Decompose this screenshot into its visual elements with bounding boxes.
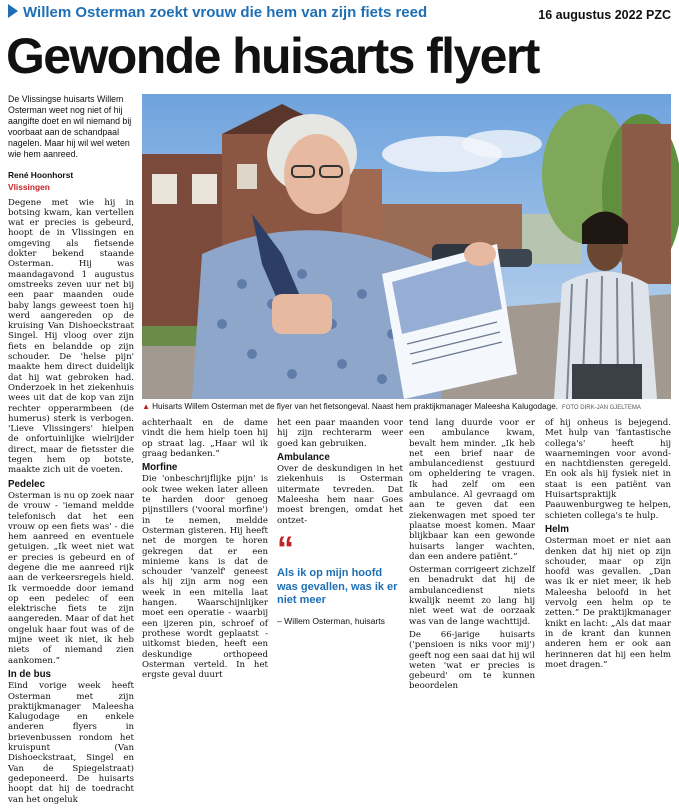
subheading: Morfine — [142, 462, 178, 474]
headline: Gewonde huisarts flyert — [6, 28, 539, 84]
quote-text: Als ik op mijn hoofd was gevallen, was ik er niet meer — [277, 567, 398, 606]
subheading: Ambulance — [277, 451, 330, 463]
article-photo — [142, 94, 671, 399]
body-column-3 — [277, 418, 403, 526]
kicker-text: Willem Osterman zoekt vrouw die hem van zijn fiets reed — [23, 4, 428, 21]
quote-attribution: – Willem Osterman, huisarts — [277, 615, 385, 626]
body-column-2 — [142, 418, 268, 683]
paragraph: het een paar maanden voor hij zijn rechterarm weer goed kan gebruiken. — [277, 418, 403, 449]
pull-quote — [277, 530, 403, 627]
article-kicker — [8, 4, 427, 21]
kicker-arrow-icon — [8, 4, 18, 18]
intro-text: De Vlissingse huisarts Willem Osterman weet nog niet of hij aangifte doet en wil niemand bij voorbaat aan de schandpaal nagelen. Maar hij wil wel weten wie hem aanreed. — [8, 94, 132, 159]
photo-credit: FOTO DIRK-JAN GJELTEMA — [562, 405, 641, 411]
paragraph: tend lang duurde voor er een ambulance kwam, bevalt hem minder. „Ik heb net een brief naar de ambulancedienst gestuurd om opheldering te vragen. Ik had zelf om een ambulance. Al gevraagd om aan te geven dat een ziekenwagen met spoed ter plaatse moest komen. Maar blijkbaar kan een gewonde huisarts langer wachten, dan een andere patiënt.” — [409, 418, 535, 562]
paragraph: Osterman corrigeert zichzelf en benadrukt dat hij de ambulancedienst niets kwalijk neemt zo lang hij niet weet wat de oorzaak was van de lange wachttijd. — [409, 565, 535, 627]
paragraph: Osterman moet er niet aan denken dat hij niet op zijn schouder, maar op zijn hoofd was gevallen. „Dan was ik er niet meer, ik heb Maleesha beloofd in het vervolg een helm op te zetten.” De praktijkmanager knikt en lacht: „Als dat maar in de krant dan kunnen anderen hem er ook aan herinneren dat hij een helm moet dragen.” — [545, 536, 671, 670]
caption-text: Huisarts Willem Osterman met de flyer van het fietsongeval. Naast hem praktijkmanager Maleesha Kalugodage. — [152, 402, 559, 411]
paragraph: Osterman is nu op zoek naar de vrouw - 'iemand meldde telefonisch dat het een vrouw op een fiets was' - die hem aanreed en eventuele getuigen. „Ik weet niet wat er precies is gebeurd en of degene die me aanreed rijk aan de verkeersregels hield. Ik vermoedde door iemand op een pedelec of een elektrische fiets te zijn aangereden. Maar of dat het ongeluk haar fout was of de mijne weet ik niet, ik heb niets of niemand zien aankomen.” — [8, 490, 134, 666]
paragraph: Eind vorige week heeft Osterman met zijn praktijkmanager Maleesha Kalugodage en enkele anderen flyers in brievenbussen rondom het kruispunt (Van Dishoeckstraat, Singel en Van de Spiegelstraat) gedeponeerd. De huisarts hoopt dat hij de toedracht van het ongeluk — [8, 681, 134, 805]
subheading: Helm — [545, 523, 569, 535]
photo-caption — [142, 402, 671, 411]
dateline: 16 augustus 2022 PZC — [538, 8, 671, 22]
body-column-1 — [8, 198, 134, 805]
paragraph: Degene met wie hij in botsing kwam, kan vertellen wat er precies is gebeurd, hoopt de in Vlissingen en omgeving als fietsende dokter bekend staande Osterman. Hij was maandagavond 1 augustus omstreeks zeven uur net bij een paar maanden oude baby langs geweest toen hij werd aangereden op de kruising Van Dishoeckstraat Singel. Hij vloog over zijn fiets en belandde op zijn schouder. De 'helse pijn' maakte hem direct duidelijk dat hij wat gebroken had. Onderzoek in het ziekenhuis wees uit dat de kop van zijn rechter opperarmbeen (de humerus) sterk is verbogen. 'Lieve Vlissingers' hielpen de onfortuinlijke wielrijder direct, maar de fietsster die tegen hem op botste, maakte zich uit de voeten. — [8, 197, 134, 476]
body-column-4 — [409, 418, 535, 695]
body-column-5 — [545, 418, 671, 673]
author-name: René Hoonhorst — [8, 170, 74, 180]
paragraph: Over de deskundigen in het ziekenhuis is Osterman uitermate tevreden. Dat Maleesha hem naar Goes moest brengen, omdat het ontzet- — [277, 464, 403, 526]
dateline-place: Vlissingen — [8, 182, 50, 193]
subheading: Pedelec — [8, 478, 46, 490]
caption-triangle-icon: ▲ — [142, 402, 151, 411]
paragraph: achterhaalt en de dame vindt die hem hielp toen hij op straat lag. „Haar wil ik graag bedanken.” — [142, 418, 268, 459]
left-column — [8, 94, 134, 808]
paragraph: De 66-jarige huisarts ('pensioen is niks voor mij') geeft nog een saai dat hij wil weten 'wat er precies is gebeurd' om te kunnen beoordelen — [409, 629, 535, 692]
quote-mark-icon: “ — [277, 530, 294, 568]
paragraph: Die 'onbeschrijflijke pijn' is ook twee weken later alleen te harden door genoeg pijnstillers ('vooral morfine') in te nemen, meldde Osterman gisteren. Hij heeft net de morgen te horen gekregen dat er een minieme kans is dat de schouder 'vanzelf' geneest als hij zijn arm nog een week in een mitella laat hangen. Waarschijnlijker moet een operatie - waarbij een ijzeren pin, schroef of prothese wordt geplaatst - uitkomst bieden, heeft een deskundige orthopeed Osterman verteld. In het ergste geval duurt — [142, 474, 268, 681]
paragraph: of hij onheus is bejegend. Met hulp van 'fantastische collega's' heeft hij waarnemingen voor avond- en nachtdiensten geregeld. En ook als hij fysiek niet in staat is een patiënt van Huisartspraktijk Paauwenburgweg te helpen, schieten collega's te hulp. — [545, 418, 671, 521]
subheading: In de bus — [8, 668, 52, 680]
